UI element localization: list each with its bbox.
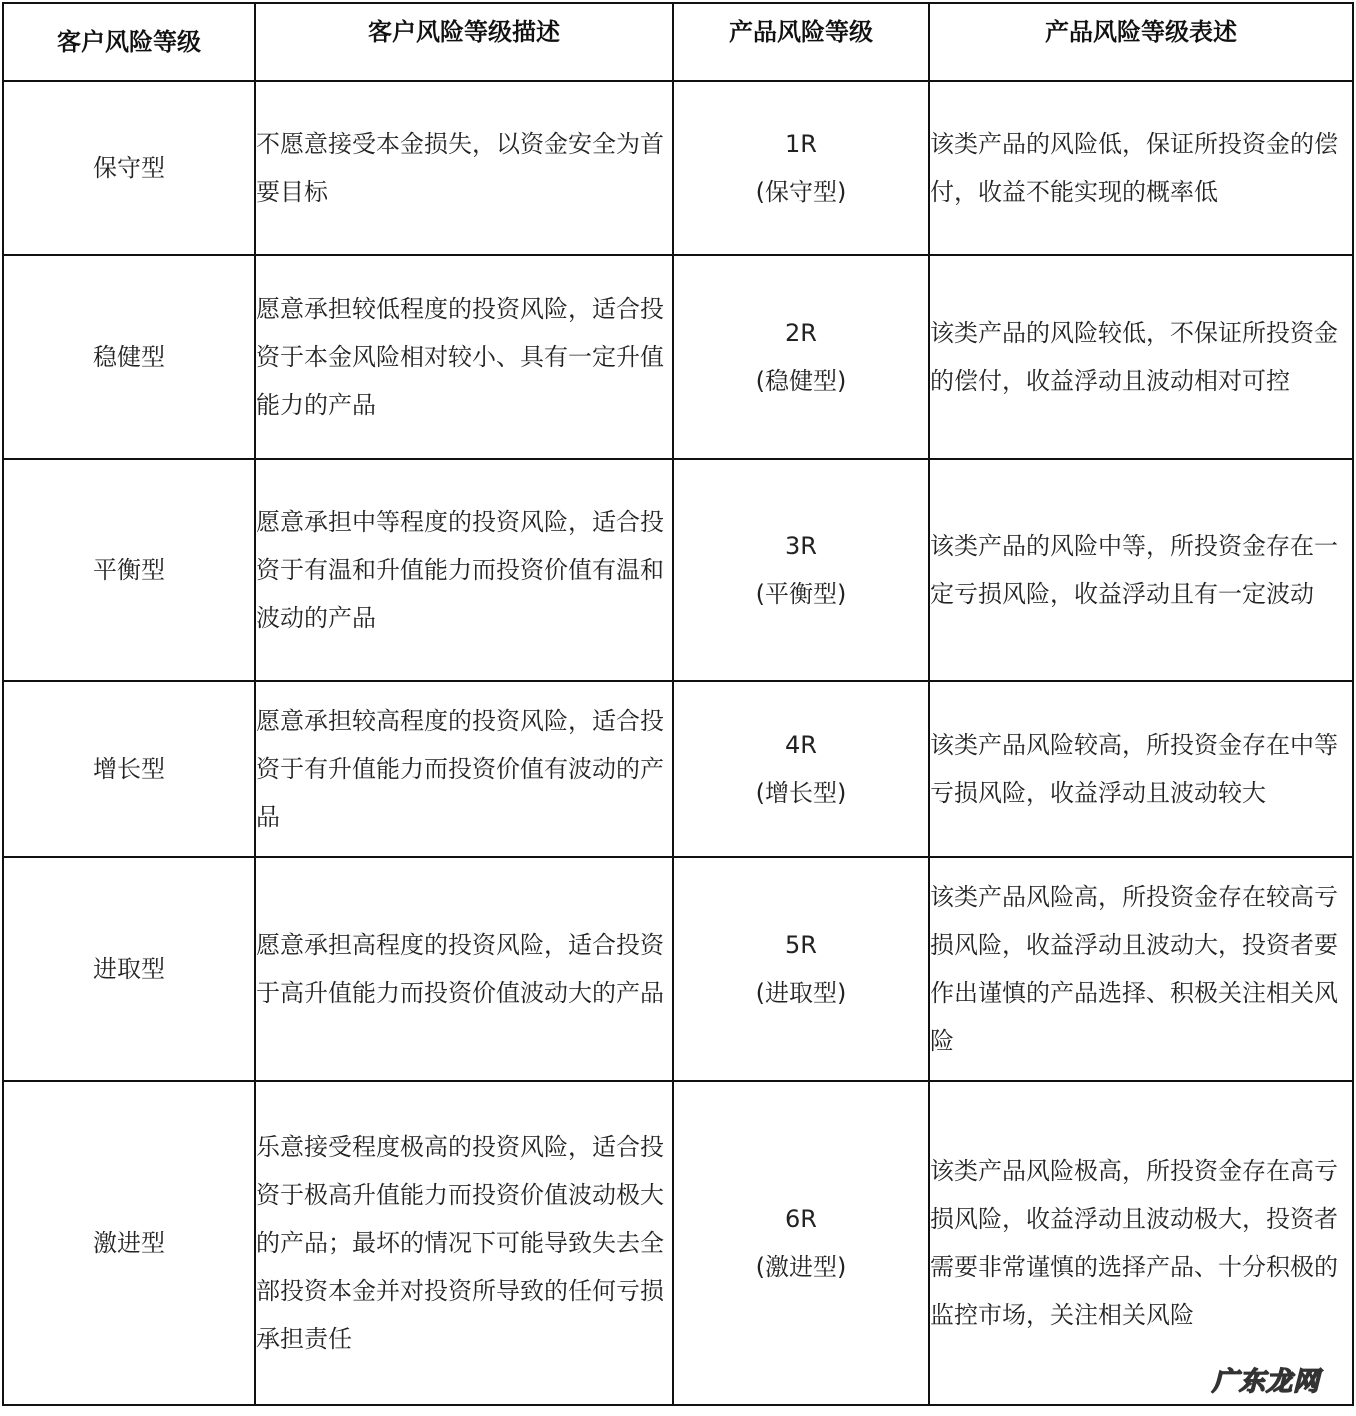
header-product-risk-desc: 产品风险等级表述 <box>929 3 1353 81</box>
product-desc-cell: 该类产品风险极高，所投资金存在高亏损风险，收益浮动且波动极大，投资者需要非常谨慎的选择产品、十分积极的监控市场，关注相关风险 <box>929 1081 1353 1405</box>
client-desc-cell: 不愿意接受本金损失，以资金安全为首要目标 <box>255 81 673 255</box>
product-code: 3R <box>785 532 817 560</box>
table-row <box>3 681 1353 857</box>
product-code: 1R <box>785 130 817 158</box>
product-code: 6R <box>785 1205 817 1233</box>
client-level-cell: 增长型 <box>3 681 255 857</box>
client-level-cell: 稳健型 <box>3 255 255 459</box>
client-desc-cell: 愿意承担高程度的投资风险，适合投资于高升值能力而投资价值波动大的产品 <box>255 857 673 1081</box>
client-desc-cell: 乐意接受程度极高的投资风险，适合投资于极高升值能力而投资价值波动极大的产品；最坏的情况下可能导致失去全部投资本金并对投资所导致的任何亏损承担责任 <box>255 1081 673 1405</box>
client-level-cell: 激进型 <box>3 1081 255 1405</box>
client-desc-cell: 愿意承担较低程度的投资风险，适合投资于本金风险相对较小、具有一定升值能力的产品 <box>255 255 673 459</box>
table-row <box>3 857 1353 1081</box>
product-type: (平衡型) <box>755 580 847 608</box>
product-code: 2R <box>785 319 817 347</box>
product-level-cell <box>673 857 929 1081</box>
product-code: 4R <box>785 731 817 759</box>
product-type: (进取型) <box>755 979 847 1007</box>
product-desc-cell: 该类产品风险较高，所投资金存在中等亏损风险，收益浮动且波动较大 <box>929 681 1353 857</box>
client-level-cell: 保守型 <box>3 81 255 255</box>
client-desc-cell: 愿意承担中等程度的投资风险，适合投资于有温和升值能力而投资价值有温和波动的产品 <box>255 459 673 681</box>
product-desc-cell: 该类产品的风险较低，不保证所投资金的偿付，收益浮动且波动相对可控 <box>929 255 1353 459</box>
header-client-risk-level: 客户风险等级 <box>3 3 255 81</box>
table-row <box>3 81 1353 255</box>
watermark-logo: 广东龙网 <box>1211 1367 1320 1397</box>
table-header-row <box>3 3 1353 81</box>
product-desc-cell: 该类产品的风险中等，所投资金存在一定亏损风险，收益浮动且有一定波动 <box>929 459 1353 681</box>
table-row <box>3 255 1353 459</box>
product-type: (保守型) <box>755 178 847 206</box>
table-row <box>3 1081 1353 1405</box>
client-desc-cell: 愿意承担较高程度的投资风险，适合投资于有升值能力而投资价值有波动的产品 <box>255 681 673 857</box>
product-code: 5R <box>785 931 817 959</box>
product-level-cell <box>673 459 929 681</box>
product-level-cell <box>673 1081 929 1405</box>
product-desc-cell: 该类产品的风险低，保证所投资金的偿付，收益不能实现的概率低 <box>929 81 1353 255</box>
product-type: (增长型) <box>755 779 847 807</box>
product-level-cell <box>673 681 929 857</box>
header-client-risk-desc: 客户风险等级描述 <box>255 3 673 81</box>
header-product-risk-level: 产品风险等级 <box>673 3 929 81</box>
risk-level-table <box>2 2 1354 1406</box>
product-desc-cell: 该类产品风险高，所投资金存在较高亏损风险，收益浮动且波动大，投资者要作出谨慎的产品选择、积极关注相关风险 <box>929 857 1353 1081</box>
table-row <box>3 459 1353 681</box>
product-level-cell <box>673 255 929 459</box>
product-type: (稳健型) <box>755 367 847 395</box>
client-level-cell: 进取型 <box>3 857 255 1081</box>
client-level-cell: 平衡型 <box>3 459 255 681</box>
product-level-cell <box>673 81 929 255</box>
product-type: (激进型) <box>755 1253 847 1281</box>
